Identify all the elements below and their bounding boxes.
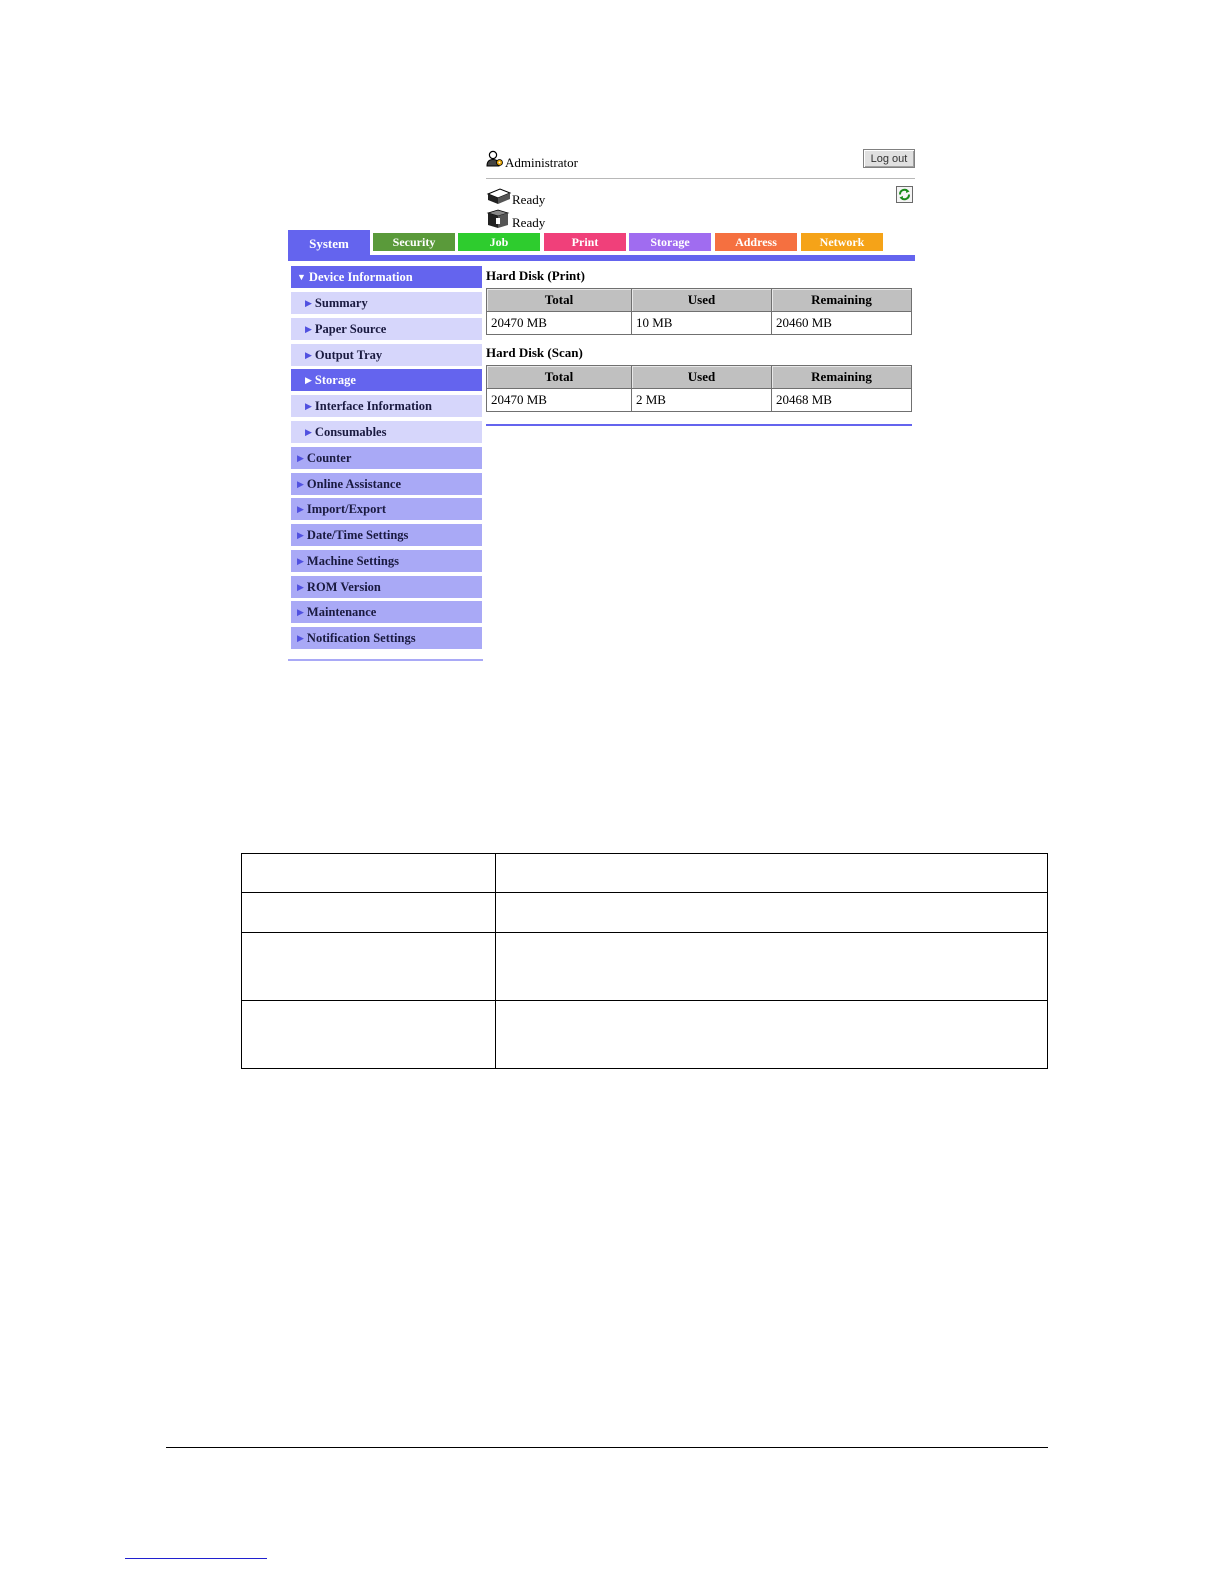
tab-network[interactable]: Network [801, 233, 883, 251]
tab-job[interactable]: Job [458, 233, 540, 251]
triangle-right-icon: ▶ [297, 582, 304, 592]
column-header-used: Used [632, 289, 772, 312]
column-header-total: Total [487, 366, 632, 389]
sidebar-divider [288, 659, 483, 661]
tab-system[interactable]: System [288, 230, 370, 257]
logout-button[interactable]: Log out [863, 149, 915, 168]
sidebar-item-label: Device Information [308, 270, 413, 284]
scanner-status [486, 209, 686, 231]
sidebar-item-date-time-settings[interactable] [291, 524, 482, 546]
table-cell [242, 933, 496, 1001]
column-header-remaining: Remaining [772, 289, 912, 312]
triangle-right-icon: ▶ [297, 633, 304, 643]
sidebar-item-notification-settings[interactable] [291, 627, 482, 649]
sidebar-item-label: Output Tray [314, 348, 383, 362]
sidebar-item-interface-information[interactable] [291, 395, 482, 417]
sidebar-item-label: Maintenance [306, 605, 377, 619]
triangle-right-icon: ▶ [297, 479, 304, 489]
table-row [487, 389, 912, 412]
refresh-icon [897, 187, 912, 202]
sidebar-item-maintenance[interactable] [291, 601, 482, 623]
table-row [242, 893, 1048, 933]
sidebar-item-consumables[interactable] [291, 421, 482, 443]
sidebar-item-label: ROM Version [306, 580, 381, 594]
triangle-right-icon: ▶ [305, 375, 312, 385]
printer-icon [486, 186, 512, 206]
sidebar-item-device-information[interactable] [291, 266, 482, 288]
printer-status [486, 186, 686, 208]
scan-disk-title: Hard Disk (Scan) [486, 345, 583, 360]
sidebar-item-label: Paper Source [314, 322, 387, 336]
sidebar-item-online-assistance[interactable] [291, 473, 482, 495]
table-row [242, 933, 1048, 1001]
tab-security[interactable]: Security [373, 233, 455, 251]
column-header-used: Used [632, 366, 772, 389]
sidebar-item-counter[interactable] [291, 447, 482, 469]
total-value: 20470 MB [487, 389, 632, 412]
scanner-status-text: Ready [512, 215, 546, 230]
footer-link-underline [125, 1558, 267, 1559]
tab-underline [288, 255, 915, 261]
scanner-icon [486, 209, 512, 229]
triangle-right-icon: ▶ [297, 607, 304, 617]
sidebar-item-summary[interactable] [291, 292, 482, 314]
table-cell [496, 854, 1048, 893]
triangle-right-icon: ▶ [297, 453, 304, 463]
administrator-icon [486, 150, 504, 168]
sidebar-item-import-export[interactable] [291, 498, 482, 520]
table-cell [496, 893, 1048, 933]
triangle-right-icon: ▶ [305, 324, 312, 334]
sidebar-item-label: Summary [314, 296, 368, 310]
table-cell [242, 893, 496, 933]
user-bar [486, 148, 915, 179]
sidebar-item-label: Notification Settings [306, 631, 416, 645]
triangle-right-icon: ▶ [297, 504, 304, 514]
refresh-button[interactable] [896, 186, 913, 203]
description-table [241, 853, 1048, 1069]
sidebar-item-label: Import/Export [306, 502, 387, 516]
sidebar-item-label: Storage [314, 373, 356, 387]
content-divider [486, 424, 912, 426]
sidebar-item-label: Interface Information [314, 399, 432, 413]
triangle-right-icon: ▶ [297, 530, 304, 540]
total-value: 20470 MB [487, 312, 632, 335]
remaining-value: 20468 MB [772, 389, 912, 412]
sidebar-item-output-tray[interactable] [291, 344, 482, 366]
triangle-right-icon: ▶ [297, 556, 304, 566]
sidebar-item-machine-settings[interactable] [291, 550, 482, 572]
sidebar-item-label: Consumables [314, 425, 387, 439]
triangle-right-icon: ▶ [305, 350, 312, 360]
table-row [487, 312, 912, 335]
table-cell [496, 1001, 1048, 1069]
used-value: 2 MB [632, 389, 772, 412]
sidebar-item-label: Online Assistance [306, 477, 402, 491]
triangle-down-icon: ▼ [297, 272, 306, 282]
user-name: Administrator [505, 155, 578, 170]
triangle-right-icon: ▶ [305, 401, 312, 411]
tab-address[interactable]: Address [715, 233, 797, 251]
footer-divider [166, 1447, 1048, 1448]
printer-status-text: Ready [512, 192, 546, 207]
main-tabs [288, 230, 915, 261]
remaining-value: 20460 MB [772, 312, 912, 335]
table-cell [496, 933, 1048, 1001]
scan-disk-table [486, 365, 912, 412]
triangle-right-icon: ▶ [305, 298, 312, 308]
sidebar-item-paper-source[interactable] [291, 318, 482, 340]
sidebar-item-label: Machine Settings [306, 554, 399, 568]
column-header-remaining: Remaining [772, 366, 912, 389]
print-disk-title: Hard Disk (Print) [486, 268, 585, 283]
column-header-total: Total [487, 289, 632, 312]
table-cell [242, 854, 496, 893]
tab-print[interactable]: Print [544, 233, 626, 251]
table-header-row [487, 366, 912, 389]
sidebar-item-rom-version[interactable] [291, 576, 482, 598]
triangle-right-icon: ▶ [305, 427, 312, 437]
table-row [242, 854, 1048, 893]
used-value: 10 MB [632, 312, 772, 335]
sidebar-item-storage[interactable] [291, 369, 482, 391]
sidebar-item-label: Counter [306, 451, 352, 465]
table-cell [242, 1001, 496, 1069]
tab-storage[interactable]: Storage [629, 233, 711, 251]
sidebar-item-label: Date/Time Settings [306, 528, 409, 542]
print-disk-table [486, 288, 912, 335]
table-row [242, 1001, 1048, 1069]
table-header-row [487, 289, 912, 312]
